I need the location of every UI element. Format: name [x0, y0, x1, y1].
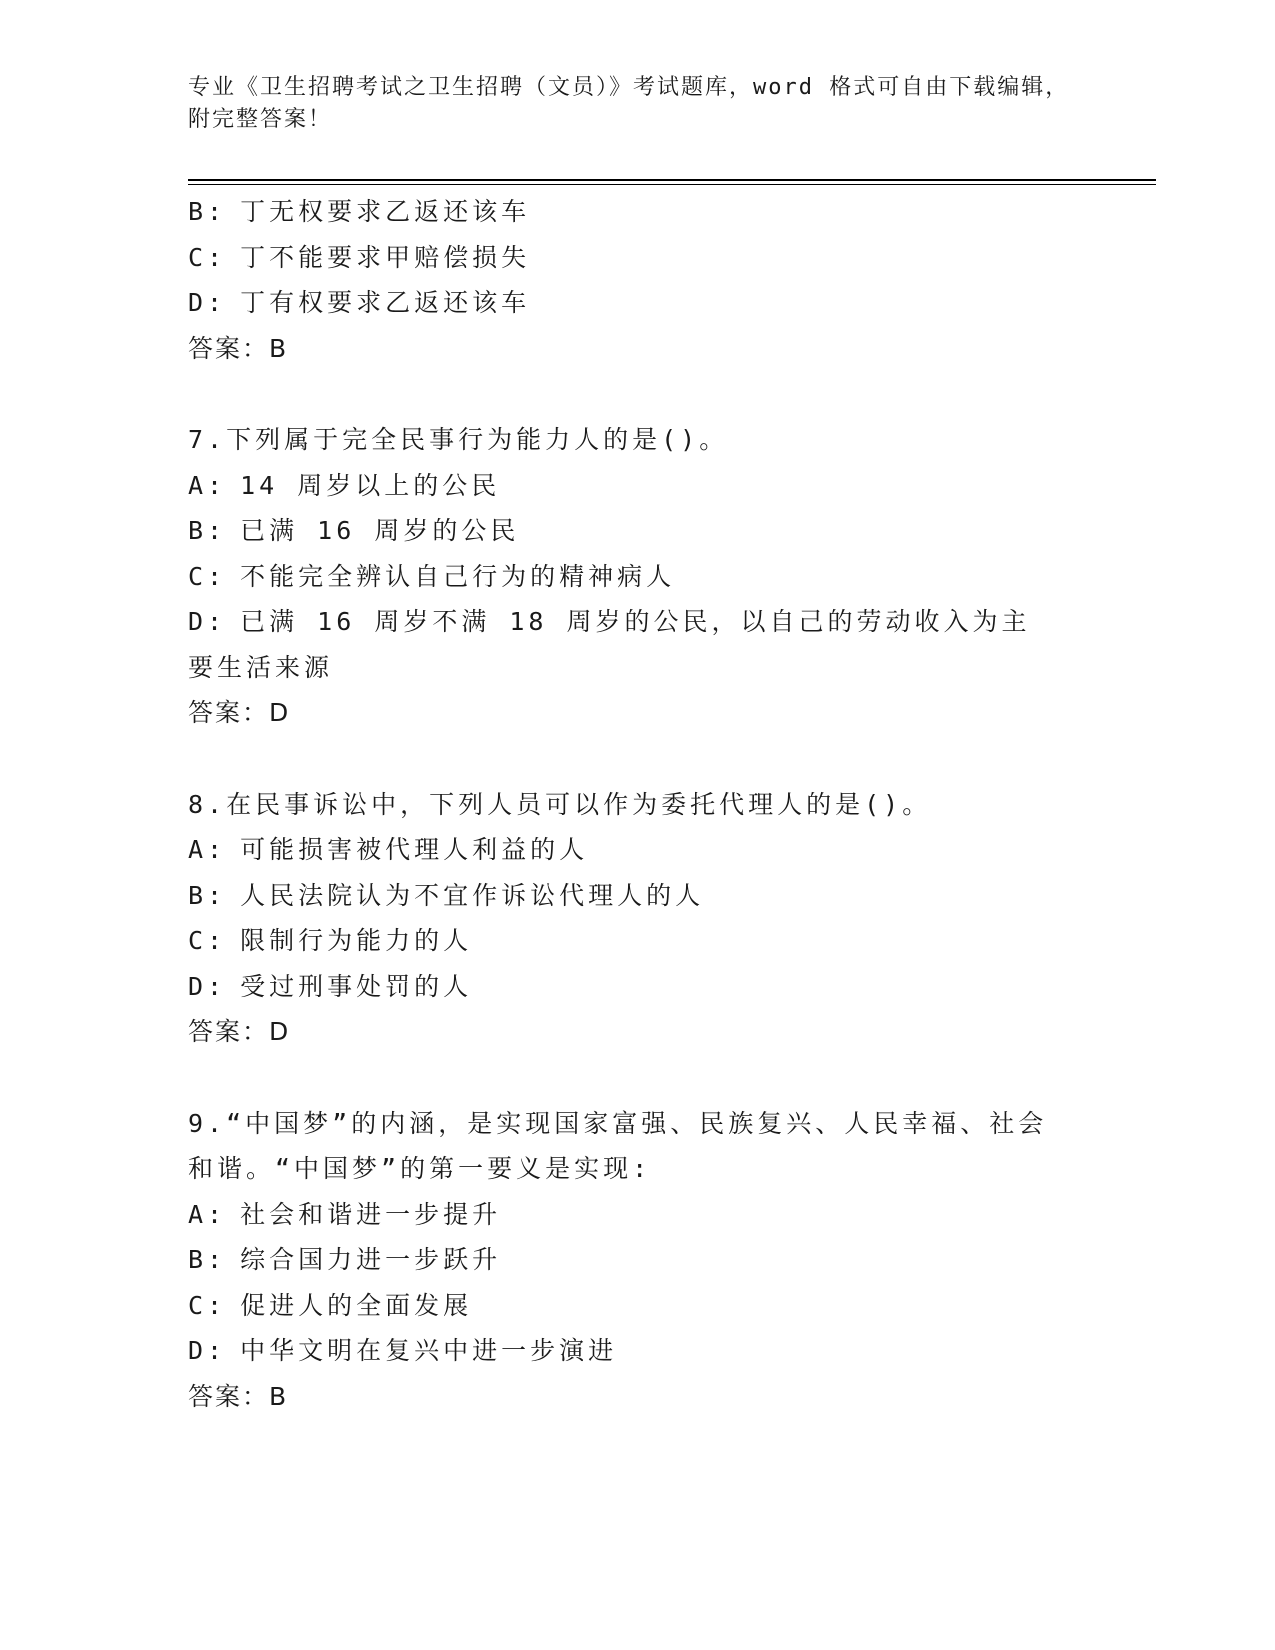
option-line: B: 人民法院认为不宜作诉讼代理人的人: [188, 880, 705, 910]
option-line: D: 丁有权要求乙返还该车: [188, 288, 531, 317]
option-line: D: 受过刑事处罚的人: [188, 971, 473, 1001]
question-stem: 7.下列属于完全民事行为能力人的是()。: [188, 425, 729, 454]
option-line: C: 不能完全辨认自己行为的精神病人: [188, 561, 676, 591]
option-line: D: 中华文明在复兴中进一步演进: [188, 1336, 618, 1365]
option-line: B: 已满 16 周岁的公民: [188, 516, 520, 545]
header-rule-thin: [188, 184, 1156, 185]
option-line: B: 综合国力进一步跃升: [188, 1245, 502, 1274]
header-rule-thick: [188, 179, 1156, 181]
option-line: A: 可能损害被代理人利益的人: [188, 835, 589, 864]
question-content: [188, 189, 1088, 1419]
answer-line: 答案：B: [188, 1381, 289, 1411]
answer-line: 答案：D: [188, 1017, 291, 1046]
option-line: A: 14 周岁以上的公民: [188, 470, 501, 500]
option-line: B: 丁无权要求乙返还该车: [188, 197, 531, 226]
option-line: A: 社会和谐进一步提升: [188, 1199, 502, 1229]
option-line: D: 已满 16 周岁不满 18 周岁的公民，以自己的劳动收入为主要生活来源: [188, 607, 1031, 682]
question-stem: 9.“中国梦”的内涵，是实现国家富强、民族复兴、人民幸福、社会和谐。“中国梦”的第一要义是实现:: [188, 1108, 1048, 1183]
question-stem: 8.在民事诉讼中，下列人员可以作为委托代理人的是()。: [188, 789, 932, 819]
option-line: C: 促进人的全面发展: [188, 1290, 473, 1320]
document-header: 专业《卫生招聘考试之卫生招聘（文员）》考试题库，word 格式可自由下载编辑，附完整答案！: [188, 75, 1070, 132]
option-line: C: 限制行为能力的人: [188, 926, 473, 955]
answer-line: 答案：B: [188, 333, 289, 363]
option-line: C: 丁不能要求甲赔偿损失: [188, 242, 531, 272]
answer-line: 答案：D: [188, 698, 291, 727]
